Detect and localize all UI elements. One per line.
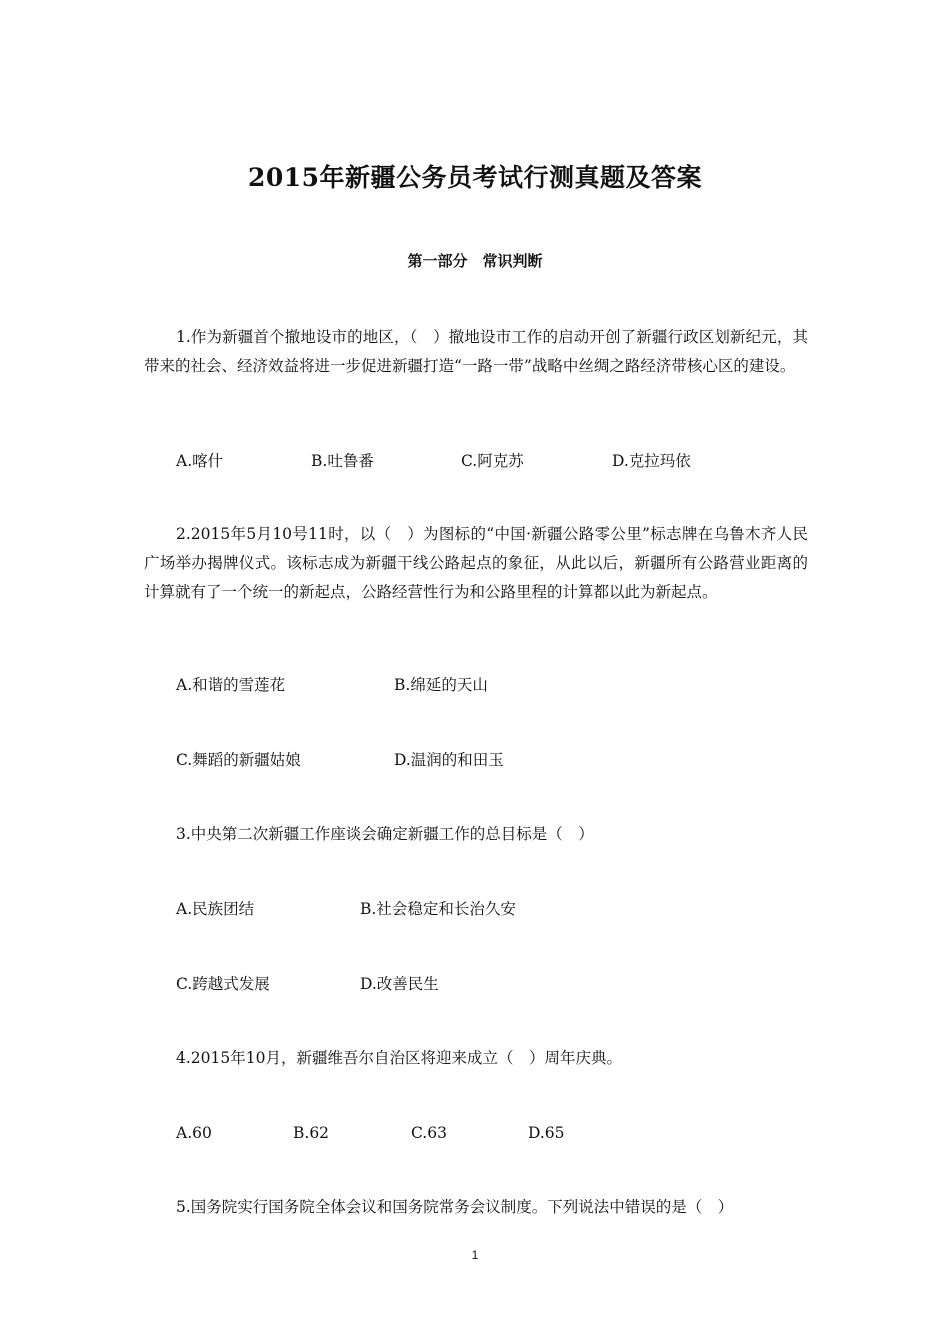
- question-4-option-a: A.60: [176, 1124, 212, 1142]
- question-2-option-c: C.舞蹈的新疆姑娘: [176, 751, 301, 769]
- question-3-stem: 3.中央第二次新疆工作座谈会确定新疆工作的总目标是（ ）: [176, 825, 594, 843]
- question-3-option-a: A.民族团结: [176, 900, 255, 918]
- question-4-option-b: B.62: [293, 1124, 330, 1142]
- question-2-option-b: B.绵延的天山: [394, 676, 488, 694]
- section-heading: 第一部分 常识判断: [407, 252, 543, 270]
- document-title: 2015年新疆公务员考试行测真题及答案: [247, 163, 703, 192]
- question-1-option-b: B.吐鲁番: [311, 452, 374, 470]
- question-1-stem: 1.作为新疆首个撤地设市的地区，（ ）撤地设市工作的启动开创了新疆行政区划新纪元，其带来的社会、经济效益将进一步促进新疆打造“一路一带”战略中丝绸之路经济带核心区的建设。: [144, 328, 808, 375]
- question-3-option-b: B.社会稳定和长治久安: [360, 900, 516, 918]
- question-4-stem: 4.2015年10月，新疆维吾尔自治区将迎来成立（ ）周年庆典。: [176, 1049, 622, 1067]
- question-3-option-c: C.跨越式发展: [176, 975, 270, 993]
- question-1-option-c: C.阿克苏: [461, 452, 524, 470]
- question-2-option-d: D.温润的和田玉: [394, 751, 504, 769]
- page-number: 1: [471, 1248, 479, 1262]
- question-2-option-a: A.和谐的雪莲花: [176, 676, 286, 694]
- question-4-option-c: C.63: [411, 1124, 447, 1142]
- question-3-option-d: D.改善民生: [360, 975, 439, 993]
- question-2-stem: 2.2015年5月10号11时，以（ ）为图标的“中国·新疆公路零公里”标志牌在乌鲁木齐人民广场举办揭牌仪式。该标志成为新疆干线公路起点的象征，从此以后，新疆所有公路营业距离的计算就有了一个统一的新起点，公路经营性行为和公路里程的计算都以此为新起点。: [144, 525, 808, 601]
- question-1-option-d: D.克拉玛依: [612, 452, 691, 470]
- question-5-stem: 5.国务院实行国务院全体会议和国务院常务会议制度。下列说法中错误的是（ ）: [176, 1198, 734, 1216]
- question-4-option-d: D.65: [528, 1124, 565, 1142]
- question-1-option-a: A.喀什: [176, 452, 224, 470]
